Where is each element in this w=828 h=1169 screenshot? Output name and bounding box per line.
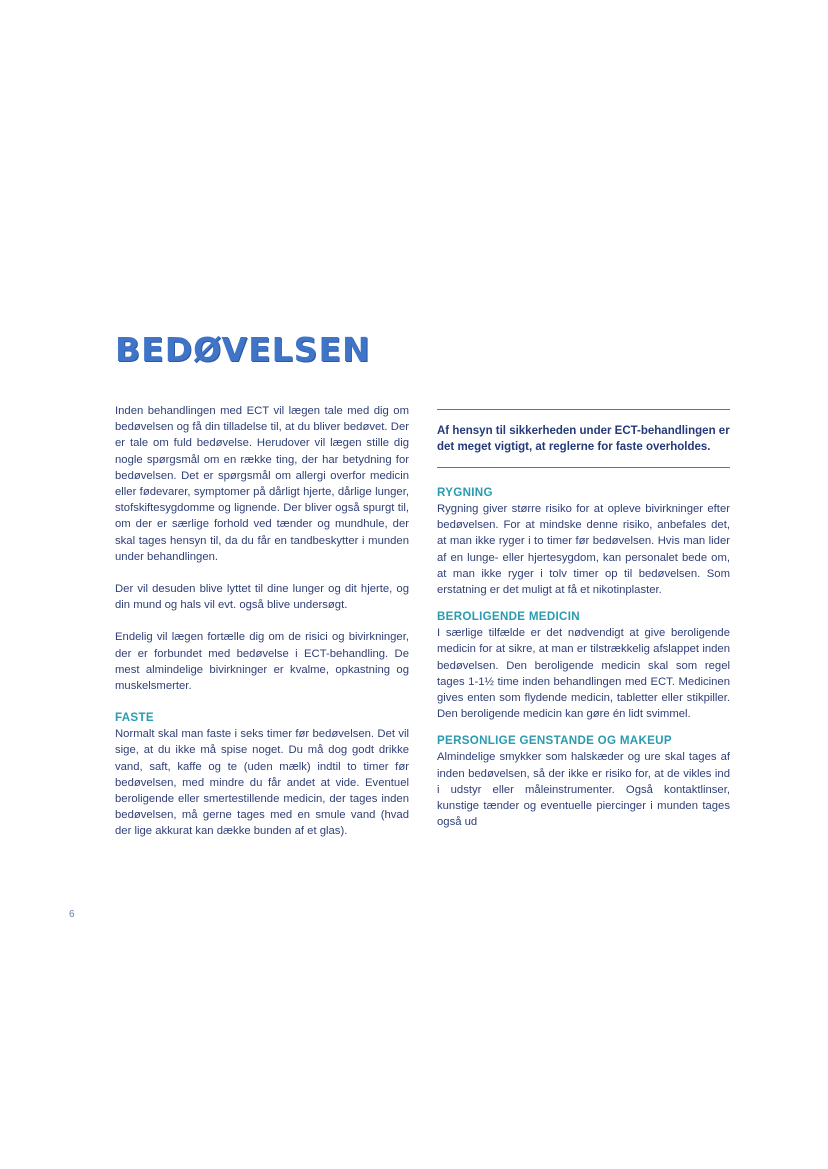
genstande-heading: PERSONLIGE GENSTANDE OG MAKEUP [437,734,672,748]
side-effects-paragraph: Endelig vil lægen fortælle dig om de risici og bivirkninger, der er forbundet med bedøvelse i ECT-behandling. De mest almindelige bivirkninger er kvalme, opkastning og muskelsmerter. [115,631,409,693]
faste-paragraph: Normalt skal man faste i seks timer før bedøvelsen. Det vil sige, at du ikke må spise noget. Du må dog godt drikke vand, saft, kaffe og te (uden mælk) indtil to timer før bedøvelsen, med mindre du får andet at vide. Eventuel beroligende eller smertestillende medicin, der tages inden bedøvelsen, må gerne tages med en smule vand (hvad der lige akkurat kan dække bunden af et glas). [115,728,409,838]
left-column [115,403,409,840]
examination-paragraph: Der vil desuden blive lyttet til dine lunger og dit hjerte, og din mund og hals vil evt. også blive undersøgt. [115,583,409,612]
right-column [437,403,730,830]
medicin-heading: BEROLIGENDE MEDICIN [437,610,580,624]
page-title: BEDØVELSEN [115,330,371,369]
safety-callout: Af hensyn til sikkerheden under ECT-behandlingen er det meget vigtigt, at reglerne for faste overholdes. [437,409,730,468]
medicin-paragraph: I særlige tilfælde er det nødvendigt at give beroligende medicin for at sikre, at man er tilstrækkelig afslappet inden bedøvelsen. Den beroligende medicin skal som regel tages 1-1½ time inden behandlingen med ECT. Medicinen gives enten som flydende medicin, tabletter eller stikpiller. Den beroligende medicin kan gøre én lidt svimmel. [437,627,730,721]
rygning-heading: RYGNING [437,486,493,499]
genstande-paragraph: Almindelige smykker som halskæder og ure skal tages af inden bedøvelsen, så der ikke er risiko for, at de vikles ind i udstyr eller måleinstrumenter. Også kontaktlinser, kunstige tænder og eventuelle piercinger i munden tages også ud [437,751,730,829]
rygning-paragraph: Rygning giver større risiko for at opleve bivirkninger efter bedøvelsen. For at mindske denne risiko, anbefales det, at man ikke ryger i to timer før bedøvelsen. Hvis man lider af en lunge- eller hjertesygdom, kan personalet bede om, at man ikke ryger i tolv timer op til bedøvelsen. Som erstatning er det muligt at få et nikotinplaster. [437,503,730,597]
faste-heading: FASTE [115,711,154,725]
page-number: 6 [69,909,75,920]
intro-paragraph: Inden behandlingen med ECT vil lægen tale med dig om bedøvelsen og få din tilladelse til, at du bliver bedøvet. Der er tale om fuld bedøvelse. Herudover vil lægen stille dig nogle spørgsmål om en række ting, der har betydning for bedøvelsen. Det er spørgsmål om allergi overfor medicin eller fødevarer, symptomer på dårligt hjerte, dårlige lunger, stofskiftesygdomme og lignende. Der bliver også spurgt til, om der er særlige forhold ved tænder og mundhule, der skal tages hensyn til, da du får en tandbeskytter i munden under behandlingen. [115,405,409,563]
